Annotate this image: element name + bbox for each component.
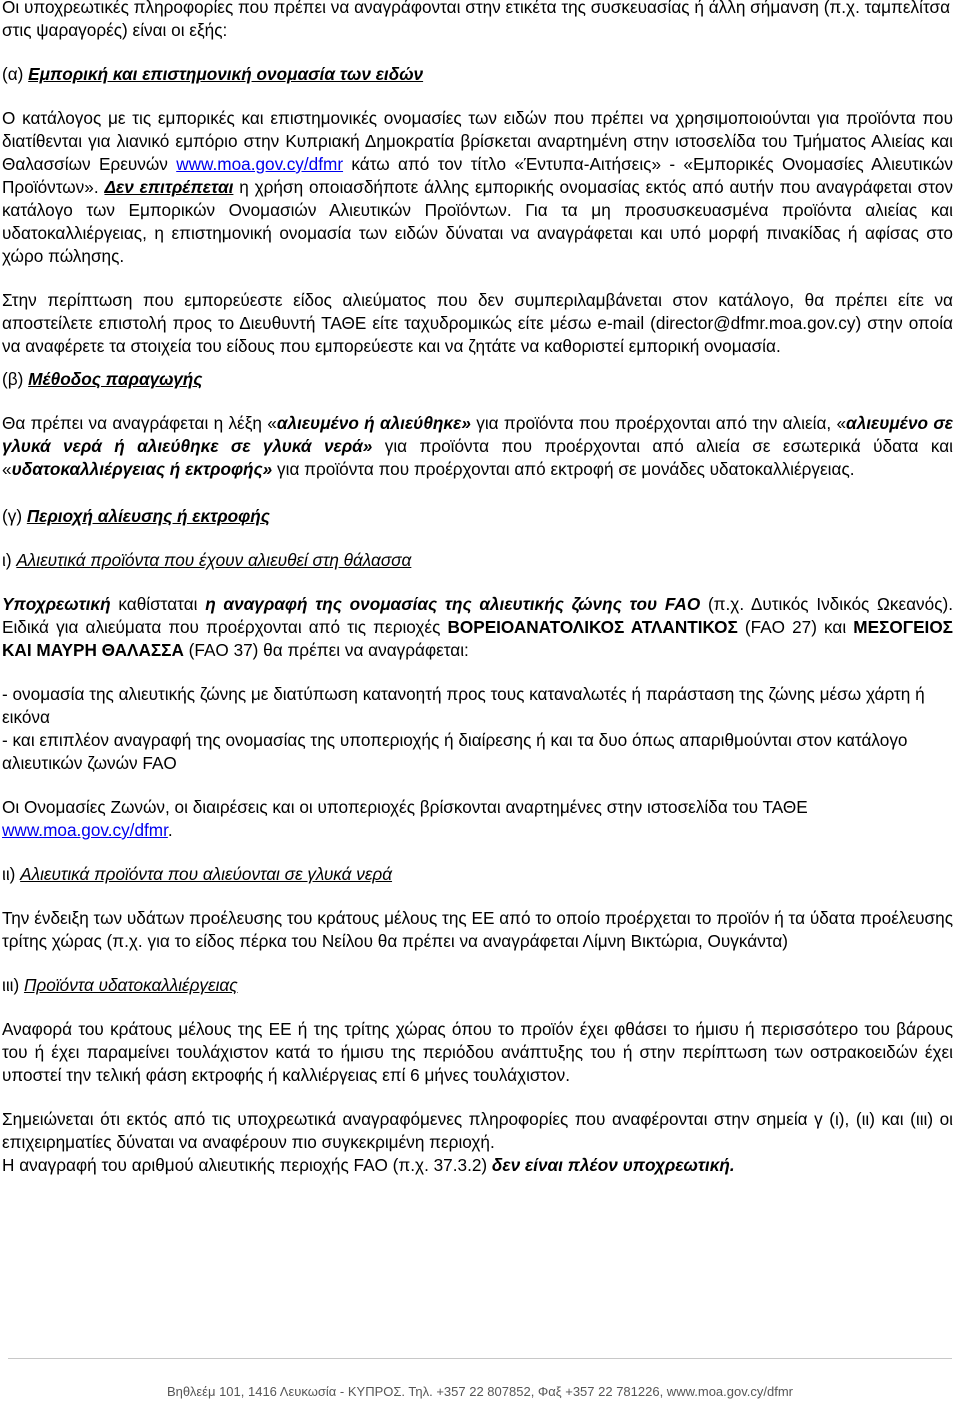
mediterranean-label: ΜΕΣΟΓΕΙΟΣ ΚΑΙ ΜΑΥΡΗ ΘΑΛΑΣΣΑ: [2, 617, 953, 660]
section-a-p1-text-1: Ο κατάλογος με τις εμπορικές και επιστημονικές ονομασίες των ειδών που πρέπει να χρησιμοποιούνται για προϊόντα που διατίθενται για λιανικό εμπόριο στην Κυπριακή Δημοκρατία βρίσκεται αναρτημένη στην ιστοσελίδα του Τμήματος Αλιείας και Θαλασσίων Ερευνών: [2, 108, 953, 174]
intro-paragraph: [2, 0, 953, 42]
section-a-paragraph-2: [2, 289, 953, 358]
section-c-p1-text-2: (π.χ. Δυτικός Ινδικός Ωκεανός). Ειδικά για αλιεύματα που προέρχονται από τις περιοχές: [2, 594, 953, 637]
section-a-p1-text-2: κάτω από τον τίτλο «Έντυπα-Αιτήσεις» - «Εμπορικές Ονομασίες Αλιευτικών Προϊόντων».: [2, 154, 954, 197]
footer-address: Βηθλεέμ 101, 1416 Λευκωσία - ΚΥΠΡΟΣ. Τηλ. +357 22 807852, Φαξ +357 22 781226, www.moa.gov.cy/dfmr: [167, 1384, 793, 1399]
section-b-text-1: Θα πρέπει να αναγράφεται η λέξη «: [2, 413, 277, 433]
section-c-heading: [2, 505, 953, 528]
bullet-2-text: - και επιπλέον αναγραφή της ονομασίας της υποπεριοχής ή διαίρεσης ή και τα δυο όπως απαριθμούνται στον κατάλογο αλιευτικών ζωνών FAO: [2, 730, 908, 773]
section-b-emphasis-1: αλιευμένο ή αλιεύθηκε»: [276, 413, 471, 433]
subsection-iii-marker: ιιι): [2, 975, 20, 995]
footer-divider: [8, 1358, 952, 1359]
bullet-1: [2, 683, 953, 729]
section-c-paragraph-1: [2, 593, 953, 662]
fao-zone-requirement: η αναγραφή της ονομασίας της αλιευτικής ζώνης του FAO: [205, 594, 701, 614]
section-a-paragraph-1: [2, 107, 953, 268]
section-b-marker: (β): [2, 369, 24, 389]
section-c-p1-text-3: (FAO 27) και: [737, 617, 854, 637]
section-a-heading: [2, 63, 953, 86]
note-2-emphasis: δεν είναι πλέον υποχρεωτική.: [491, 1155, 735, 1175]
subsection-i-title: Αλιευτικά προϊόντα που έχουν αλιευθεί στη θάλασσα: [16, 550, 412, 570]
section-c-p1-text-1: καθίσταται: [110, 594, 206, 614]
note-1-text: Σημειώνεται ότι εκτός από τις υποχρεωτικά αναγραφόμενες πληροφορίες που αναφέρονται στην σημεία γ (ι), (ιι) και (ιιι) οι επιχειρηματίες δύναται να αναφέρουν πιο συγκεκριμένη περιοχή.: [2, 1109, 953, 1152]
section-b-title: Μέθοδος παραγωγής: [28, 369, 203, 389]
section-c-paragraph-3: [2, 907, 953, 953]
section-a-p1-text-3: η χρήση οποιασδήποτε άλλης εμπορικής ονομασίας εκτός από αυτήν που αναγράφεται στον κατάλογο των Εμπορικών Ονομασιών Αλιευτικών Προϊόντων. Για τα μη προσυσκευασμένα προϊόντα αλιείας και υδατοκαλλιέργειας, η επιστημονική ονομασία των ειδών δύναται να αναγράφεται και υπό μορφή πινακίδας ή αφίσας στο χώρο πώλησης.: [2, 177, 953, 266]
section-c-p4-text: Αναφορά του κράτους μέλους της ΕΕ ή της τρίτης χώρας όπου το προϊόν έχει φθάσει το ήμισυ ή περισσότερο του βάρους του ή έχει παραμείνει τουλάχιστον κατά το ήμισυ της περιόδου ανάπτυξης του ή στην περίπτωση των οστρακοειδών έχει υποστεί την τελική φάση εκτροφής ή καλλιέργειας επί 6 μήνες τουλάχιστον.: [2, 1019, 953, 1085]
bullet-2: [2, 729, 953, 775]
dfmr-website-link-2[interactable]: www.moa.gov.cy/dfmr: [2, 820, 168, 840]
subsection-iii-title: Προϊόντα υδατοκαλλιέργειας: [23, 975, 238, 995]
section-b-text-2: για προϊόντα που προέρχονται από την αλιεία, «: [470, 413, 847, 433]
section-c-p2-text: Οι Ονομασίες Ζωνών, οι διαιρέσεις και οι υποπεριοχές βρίσκονται αναρτημένες στην ιστοσελίδα του ΤΑΘΕ: [2, 797, 808, 817]
intro-text: Οι υποχρεωτικές πληροφορίες που πρέπει να αναγράφονται στην ετικέτα της συσκευασίας ή άλλη σήμανση (π.χ. ταμπελίτσα στις ψαραγορές) είναι οι εξής:: [2, 0, 951, 40]
section-b-text-3: για προϊόντα που προέρχονται από αλιεία σε εσωτερικά ύδατα και «: [2, 436, 953, 479]
section-a-marker: (α): [2, 64, 24, 84]
subsection-i-marker: ι): [2, 550, 12, 570]
section-a-p2-text: Στην περίπτωση που εμπορεύεστε είδος αλιεύματος που δεν συμπεριλαμβάνεται στον κατάλογο, θα πρέπει είτε να αποστείλετε επιστολή προς το Διευθυντή ΤΑΘΕ είτε ταχυδρομικώς είτε μέσω e-mail (director@dfmr.moa.gov.cy) στην οποία να αναφέρετε τα στοιχεία του είδους που εμπορεύεστε και να ζητάτε να καθοριστεί εμπορική ονομασία.: [2, 290, 953, 356]
section-c-p3-text: Την ένδειξη των υδάτων προέλευσης του κράτους μέλους της ΕΕ από το οποίο προέρχεται το προϊόν ή τα ύδατα προέλευσης τρίτης χώρας (π.χ. για το είδος πέρκα του Νείλου θα πρέπει να αναγράφεται Λίμνη Βικτώρια, Ουγκάντα): [2, 908, 953, 951]
subsection-ii-heading: [2, 863, 953, 886]
subsection-i-heading: [2, 549, 953, 572]
section-c-paragraph-2: [2, 796, 953, 842]
section-b-emphasis-3: υδατοκαλλιέργειας ή εκτροφής»: [11, 459, 273, 479]
section-c-marker: (γ): [2, 506, 23, 526]
section-c-paragraph-4: [2, 1018, 953, 1087]
dfmr-website-link[interactable]: www.moa.gov.cy/dfmr: [176, 154, 344, 174]
subsection-iii-heading: [2, 974, 953, 997]
subsection-ii-title: Αλιευτικά προϊόντα που αλιεύονται σε γλυκά νερά: [20, 864, 393, 884]
section-c-title: Περιοχή αλίευσης ή εκτροφής: [26, 506, 270, 526]
ne-atlantic-label: ΒΟΡΕΙΟΑΝΑΤΟΛΙΚΟΣ ΑΤΛΑΝΤΙΚΟΣ: [447, 617, 738, 637]
section-b-emphasis-2: αλιευμένο σε γλυκά νερά ή αλιεύθηκε σε γλυκά νερά»: [2, 413, 953, 456]
section-c-p1-text-4: (FAO 37) θα πρέπει να αναγράφεται:: [183, 640, 469, 660]
mandatory-word: Υποχρεωτική: [2, 594, 111, 614]
section-a-title: Εμπορική και επιστημονική ονομασία των ειδών: [28, 64, 424, 84]
note-2-text: Η αναγραφή του αριθμού αλιευτικής περιοχής FAO (π.χ. 37.3.2): [2, 1155, 492, 1175]
section-b-heading: [2, 368, 953, 391]
note-paragraph-2: [2, 1154, 953, 1177]
subsection-ii-marker: ιι): [2, 864, 16, 884]
section-b-text-4: για προϊόντα που προέρχονται από εκτροφή σε μονάδες υδατοκαλλιέργειας.: [272, 459, 855, 479]
bullet-1-text: - ονομασία της αλιευτικής ζώνης με διατύπωση κατανοητή προς τους καταναλωτές ή παράσταση της ζώνης μέσω χάρτη ή εικόνα: [2, 684, 925, 727]
note-paragraph-1: [2, 1108, 953, 1154]
section-c-p2-end: .: [167, 820, 173, 840]
section-a-p1-emphasis: Δεν επιτρέπεται: [104, 177, 234, 197]
section-b-paragraph: [2, 412, 953, 481]
document-body: [2, 0, 953, 1177]
